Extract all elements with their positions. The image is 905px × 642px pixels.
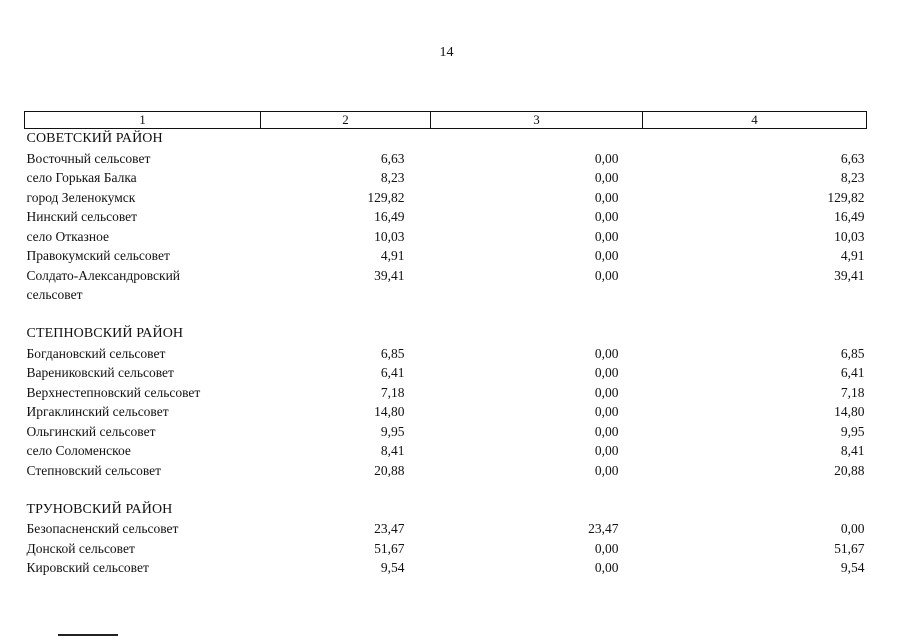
row-col4: 9,54	[840, 560, 865, 575]
row-name: Нинский сельсовет	[26, 209, 138, 224]
header-row	[25, 112, 867, 129]
section-spacer	[25, 480, 867, 500]
table-header	[25, 112, 867, 129]
row-col4: 51,67	[834, 540, 865, 556]
row-col4: 14,80	[834, 404, 865, 419]
row-col4: 8,23	[840, 170, 865, 185]
row-col4: 4,91	[840, 248, 865, 263]
row-col2: 6,63	[380, 150, 405, 166]
table-row	[25, 344, 867, 364]
district-name: СОВЕТСКИЙ РАЙОН	[26, 131, 163, 146]
row-col3: 0,00	[594, 462, 619, 478]
row-col3: 0,00	[594, 423, 619, 439]
row-name: Донской сельсовет	[26, 540, 135, 556]
row-col2: 6,41	[380, 365, 405, 380]
row-col3: 0,00	[594, 384, 619, 400]
table-row	[25, 149, 867, 169]
row-col4: 10,03	[834, 228, 865, 244]
row-name: Восточный сельсовет	[26, 150, 151, 166]
table-row	[25, 539, 867, 559]
row-col2: 16,49	[374, 209, 405, 224]
row-col2: 4,91	[380, 248, 405, 263]
row-col4: 7,18	[840, 384, 865, 400]
row-col3: 0,00	[594, 540, 619, 556]
row-col2: 9,54	[380, 560, 405, 575]
row-col3: 0,00	[594, 345, 619, 361]
row-col2: 14,80	[374, 404, 405, 419]
cut-off-text-mark	[58, 634, 118, 642]
row-col2: 129,82	[367, 189, 405, 205]
table-row	[25, 266, 867, 286]
row-col3: 0,00	[594, 365, 619, 380]
row-col3: 0,00	[594, 560, 619, 575]
table-row	[25, 363, 867, 383]
row-col2: 8,41	[380, 443, 405, 458]
row-col3: 0,00	[594, 209, 619, 224]
page-number: 14	[439, 45, 454, 60]
row-col2: 51,67	[374, 540, 405, 556]
row-col2: 8,23	[380, 170, 405, 185]
row-name: Правокумский сельсовет	[26, 248, 170, 263]
table-row	[25, 188, 867, 208]
row-col4: 6,41	[840, 365, 865, 380]
row-name: Кировский сельсовет	[26, 560, 149, 575]
row-name: Степновский сельсовет	[26, 462, 162, 478]
table-row	[25, 383, 867, 403]
row-name: Иргаклинский сельсовет	[26, 404, 169, 419]
row-col3: 0,00	[594, 228, 619, 244]
row-name: село Горькая Балка	[26, 170, 137, 185]
table-row	[25, 558, 867, 578]
district-heading	[25, 129, 867, 149]
row-name: Богдановский сельсовет	[26, 345, 166, 361]
row-col3: 0,00	[594, 170, 619, 185]
table-row	[25, 246, 867, 266]
district-name: ТРУНОВСКИЙ РАЙОН	[26, 501, 173, 517]
allocation-table	[24, 111, 867, 578]
row-col4: 9,95	[840, 423, 865, 439]
row-col3: 0,00	[594, 443, 619, 458]
row-col2: 7,18	[380, 384, 405, 400]
row-col4: 129,82	[827, 189, 865, 205]
column-header-2: 2	[261, 112, 431, 129]
row-col3: 0,00	[594, 404, 619, 419]
row-col3: 0,00	[594, 267, 619, 283]
row-name: Ольгинский сельсовет	[26, 423, 156, 439]
row-col4: 6,85	[840, 345, 865, 361]
row-name: село Отказное	[26, 228, 109, 244]
row-col4: 6,63	[840, 150, 865, 166]
row-col3: 23,47	[588, 521, 619, 536]
row-col3: 0,00	[594, 150, 619, 166]
district-heading	[25, 500, 867, 520]
table-row	[25, 207, 867, 227]
row-name-continuation: сельсовет	[26, 287, 83, 302]
table-row	[25, 422, 867, 442]
row-col4: 20,88	[834, 462, 865, 478]
row-name: город Зеленокумск	[26, 189, 136, 205]
row-name: село Соломенское	[26, 443, 131, 458]
row-col2: 6,85	[380, 345, 405, 361]
row-col4: 16,49	[834, 209, 865, 224]
row-name: Верхнестепновский сельсовет	[26, 384, 201, 400]
table-row-continuation	[25, 285, 867, 305]
row-col4: 0,00	[840, 521, 865, 536]
row-name: Солдато-Александровский	[26, 267, 181, 283]
district-heading	[25, 324, 867, 344]
row-col2: 20,88	[374, 462, 405, 478]
table-row	[25, 441, 867, 461]
row-col2: 39,41	[374, 267, 405, 283]
table-row	[25, 461, 867, 481]
table-row	[25, 168, 867, 188]
district-name: СТЕПНОВСКИЙ РАЙОН	[26, 326, 184, 341]
section-spacer	[25, 305, 867, 325]
table-body	[25, 129, 867, 578]
row-col2: 23,47	[374, 521, 405, 536]
row-col3: 0,00	[594, 248, 619, 263]
row-col4: 8,41	[840, 443, 865, 458]
row-col4: 39,41	[834, 267, 865, 283]
row-name: Варениковский сельсовет	[26, 365, 174, 380]
row-col2: 10,03	[374, 228, 405, 244]
column-header-1: 1	[25, 112, 261, 129]
table-row	[25, 519, 867, 539]
table-row	[25, 402, 867, 422]
column-header-3: 3	[431, 112, 643, 129]
row-col2: 9,95	[380, 423, 405, 439]
row-name: Безопасненский сельсовет	[26, 521, 179, 536]
column-header-4: 4	[643, 112, 867, 129]
row-col3: 0,00	[594, 189, 619, 205]
table-row	[25, 227, 867, 247]
